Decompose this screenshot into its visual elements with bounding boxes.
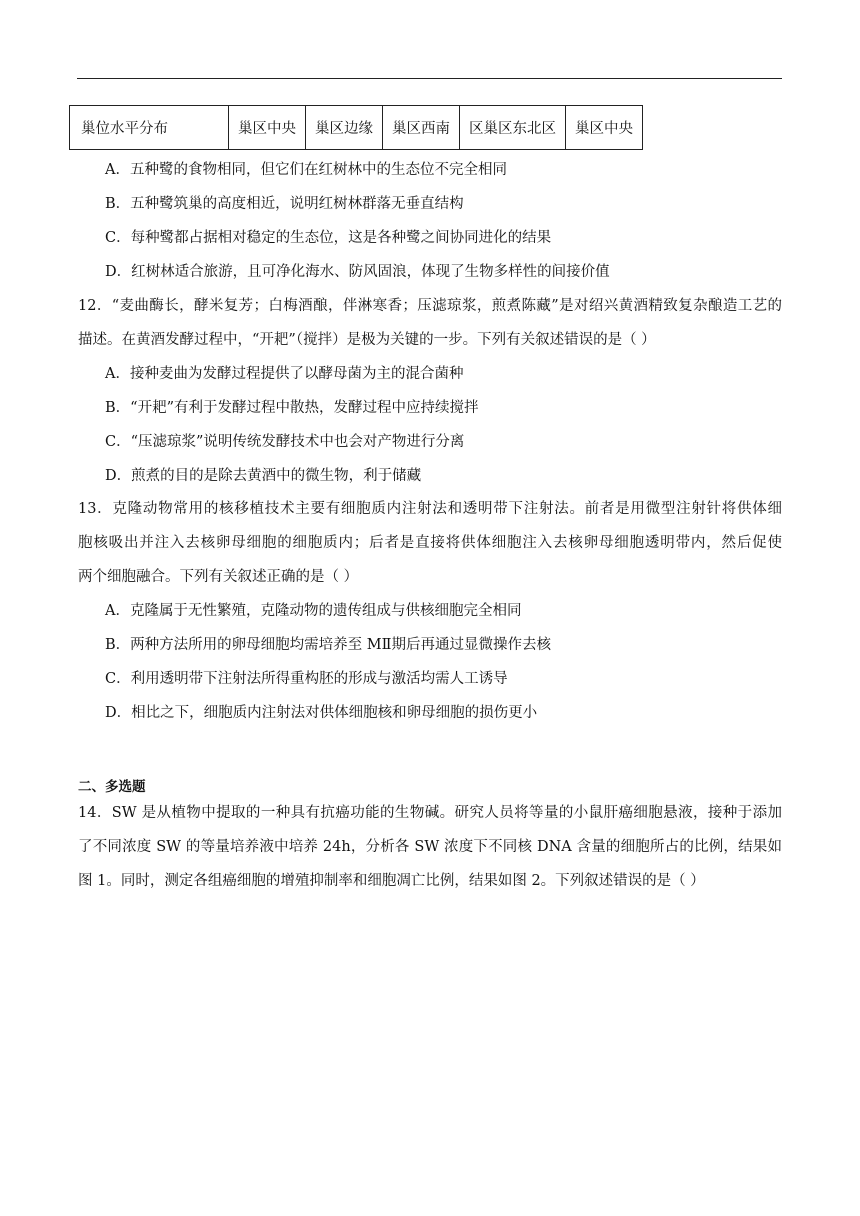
table-row bbox=[70, 106, 643, 150]
q14-stem-line: 图 1。同时，测定各组癌细胞的增殖抑制率和细胞凋亡比例，结果如图 2。下列叙述错误的是（ ） bbox=[78, 873, 705, 889]
header-rule bbox=[77, 78, 782, 79]
q13-option-d: D．相比之下，细胞质内注射法对供体细胞核和卵母细胞的损伤更小 bbox=[105, 705, 538, 721]
q11-option-a: A．五种鹭的食物相同，但它们在红树林中的生态位不完全相同 bbox=[105, 162, 507, 178]
q12-stem-line: 描述。在黄酒发酵过程中，“开耙”（搅拌）是极为关键的一步。下列有关叙述错误的是（ ） bbox=[78, 332, 656, 348]
nest-distribution-table bbox=[69, 105, 643, 150]
q12-option-d: D．煎煮的目的是除去黄酒中的微生物，利于储藏 bbox=[105, 468, 422, 484]
table-cell: 巢区中央 bbox=[566, 106, 643, 150]
table-cell: 巢区中央 bbox=[229, 106, 306, 150]
q12-option-c: C．“压滤琼浆”说明传统发酵技术中也会对产物进行分离 bbox=[105, 434, 465, 450]
q13-stem-line: 13．克隆动物常用的核移植技术主要有细胞质内注射法和透明带下注射法。前者是用微型注射针将供体细 bbox=[78, 501, 782, 517]
q13-option-a: A．克隆属于无性繁殖，克隆动物的遗传组成与供核细胞完全相同 bbox=[105, 603, 522, 619]
table-cell: 巢区西南 bbox=[383, 106, 460, 150]
q13-stem-line: 两个细胞融合。下列有关叙述正确的是（ ） bbox=[78, 569, 359, 585]
table-cell: 巢区边缘 bbox=[306, 106, 383, 150]
q13-option-c: C．利用透明带下注射法所得重构胚的形成与激活均需人工诱导 bbox=[105, 671, 508, 687]
q11-option-d: D．红树林适合旅游，且可净化海水、防风固浪，体现了生物多样性的间接价值 bbox=[105, 264, 610, 280]
q14-stem-line: 14．SW 是从植物中提取的一种具有抗癌功能的生物碱。研究人员将等量的小鼠肝癌细胞悬液，接种于添加 bbox=[78, 805, 782, 821]
q11-option-b: B．五种鹭筑巢的高度相近，说明红树林群落无垂直结构 bbox=[105, 196, 464, 212]
section-title: 二、多选题 bbox=[78, 779, 146, 795]
table-header-cell: 巢位水平分布 bbox=[70, 106, 229, 150]
table-cell: 区巢区东北区 bbox=[460, 106, 566, 150]
q12-option-b: B．“开耙”有利于发酵过程中散热，发酵过程中应持续搅拌 bbox=[105, 400, 479, 416]
q13-stem-line: 胞核吸出并注入去核卵母细胞的细胞质内；后者是直接将供体细胞注入去核卵母细胞透明带内，然后促使 bbox=[78, 535, 782, 551]
q12-stem-line: 12．“麦曲酶长，酵米复芳；白梅酒酿，伴淋寒香；压滤琼浆，煎煮陈藏”是对绍兴黄酒精致复杂酿造工艺的 bbox=[78, 298, 782, 314]
q12-option-a: A．接种麦曲为发酵过程提供了以酵母菌为主的混合菌种 bbox=[105, 366, 464, 382]
q13-option-b: B．两种方法所用的卵母细胞均需培养至 MⅡ期后再通过显微操作去核 bbox=[105, 637, 551, 653]
q11-option-c: C．每种鹭都占据相对稳定的生态位，这是各种鹭之间协同进化的结果 bbox=[105, 230, 552, 246]
q14-stem-line: 了不同浓度 SW 的等量培养液中培养 24h，分析各 SW 浓度下不同核 DNA 含量的细胞所占的比例，结果如 bbox=[78, 839, 782, 855]
